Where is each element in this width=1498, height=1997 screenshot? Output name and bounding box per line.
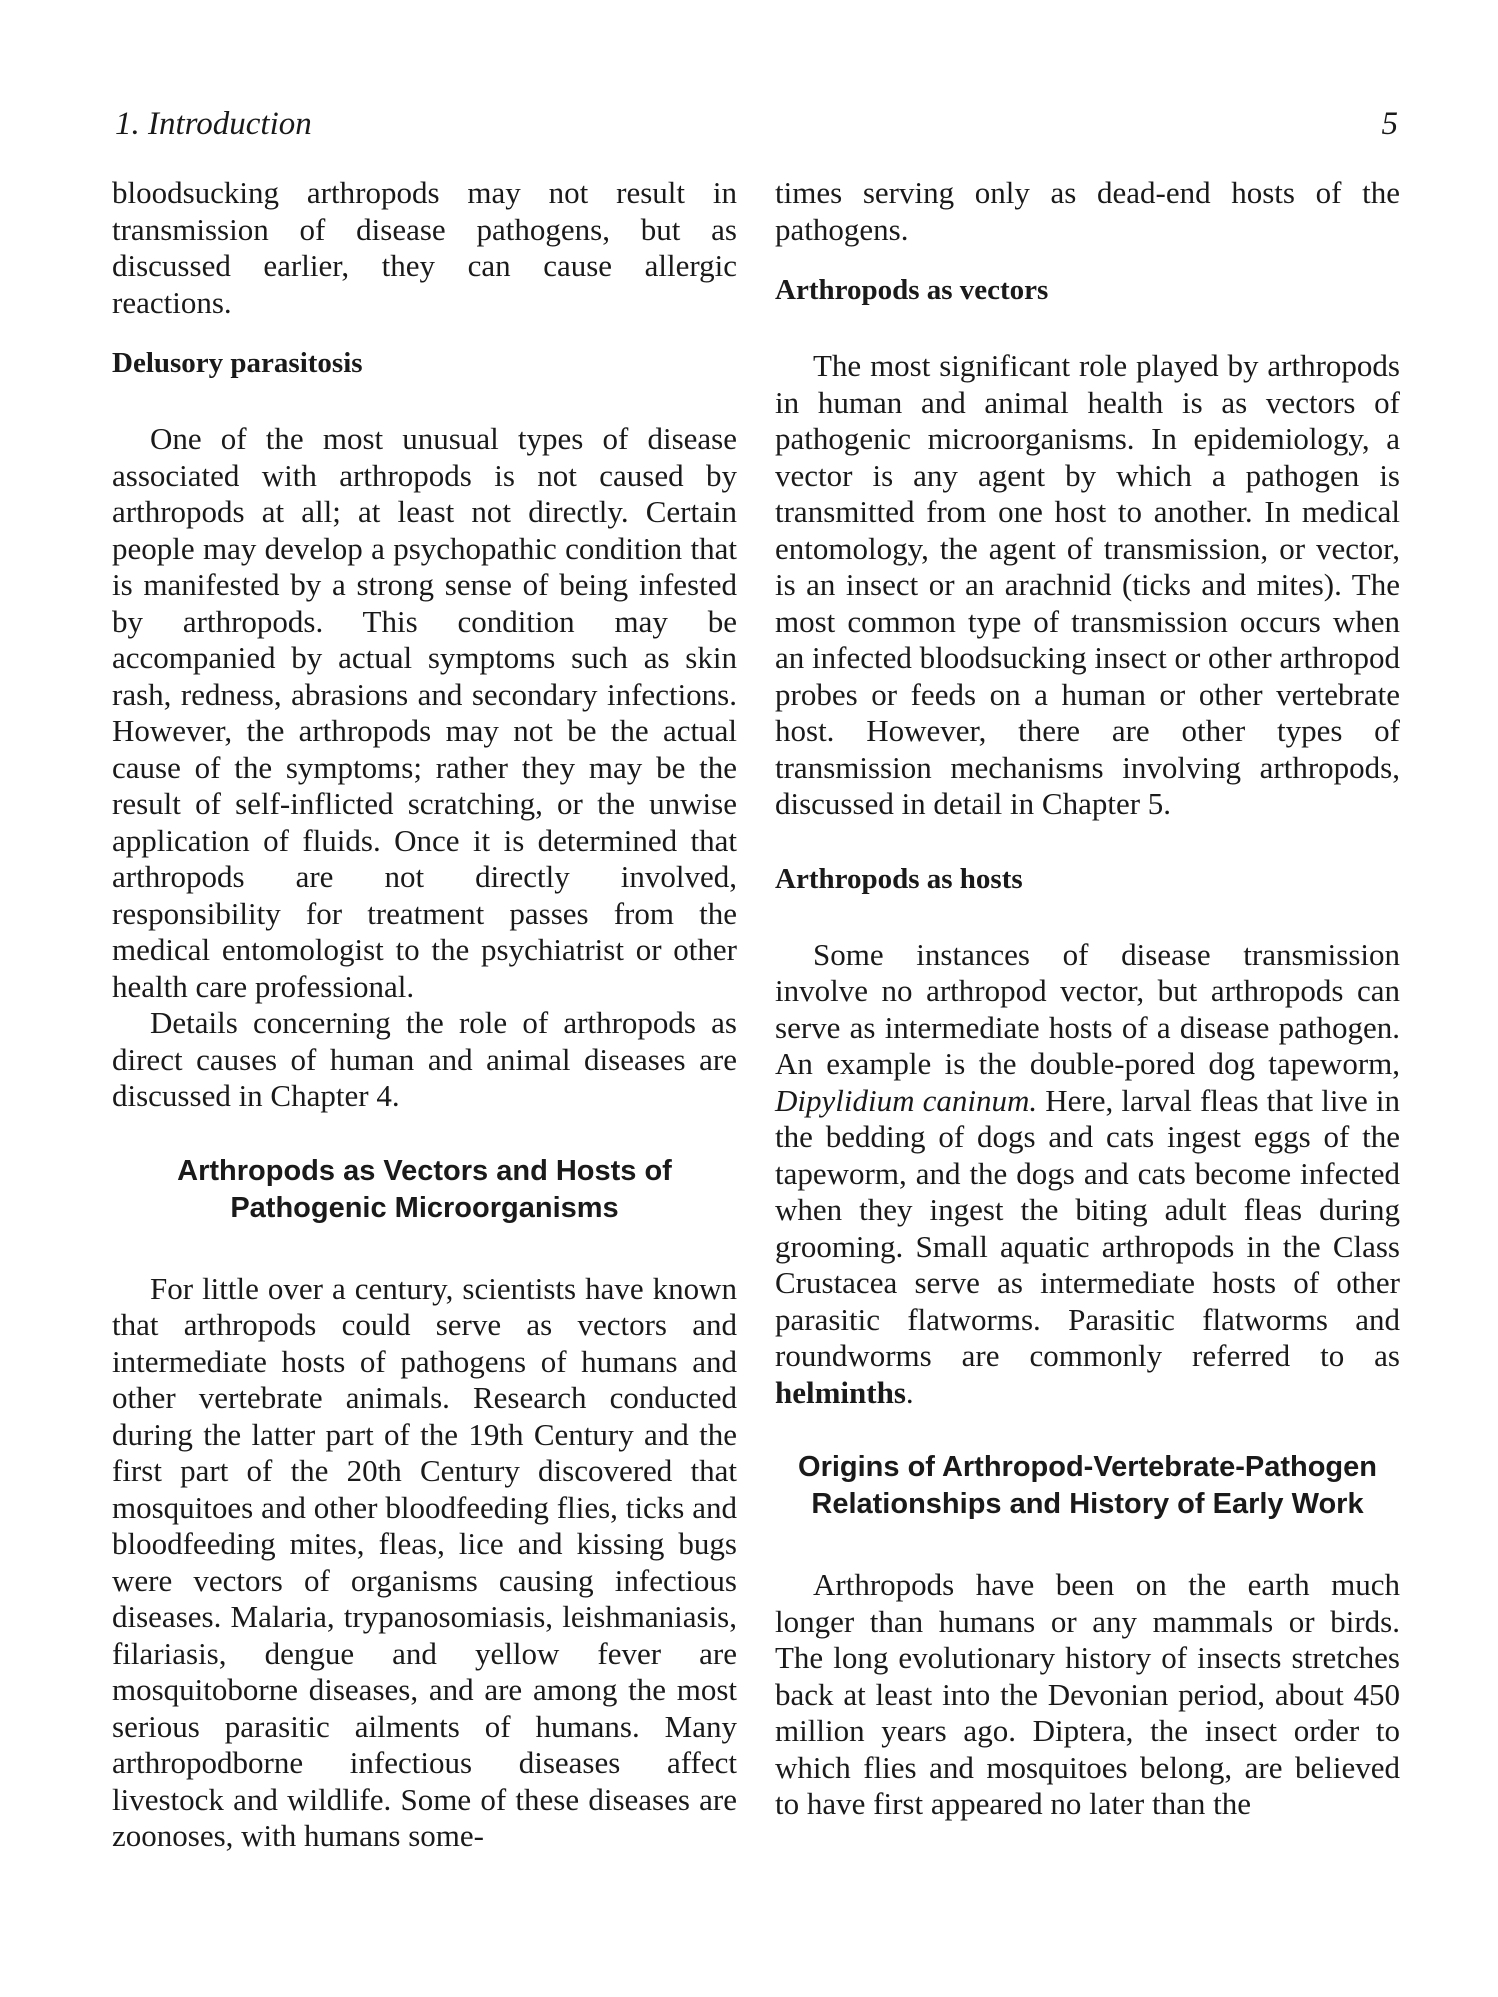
hosts-text-a: Some instances of disease transmission involve no arthropod vector, but arthropods can serve as intermediate hosts of a disease pathogen. An example is the double-pored dog tapeworm,: [775, 936, 1400, 1081]
paragraph-delusory-2: Details concerning the role of arthropods as direct causes of human and animal diseases are discussed in Chapter 4.: [112, 1005, 737, 1113]
heading-delusory-parasitosis: Delusory parasitosis: [112, 347, 363, 379]
running-head: [115, 104, 1398, 144]
heading-origins: Origins of Arthropod-Vertebrate-Pathogen Relationships and History of Early Work: [798, 1451, 1377, 1520]
paragraph-arthropods-as-vectors: The most significant role played by arthropods in human and animal health is as vectors of pathogenic microorganisms. In epidemiology, a vector is any agent by which a pathogen is transmitted from one host to another. In medical entomology, the agent of transmission, or vector, is an insect or an arachnid (ticks and mites). The most common type of transmission occurs when an infected bloodsucking insect or other arthropod probes or feeds on a human or other vertebrate host. However, there are other types of transmission mechanisms involving arthropods, discussed in detail in Chapter 5.: [775, 348, 1400, 821]
chapter-title: 1. Introduction: [115, 106, 312, 142]
heading-vectors-and-hosts: Arthropods as Vectors and Hosts of Pathogenic Microorganisms: [177, 1154, 672, 1224]
heading-arthropods-as-vectors: Arthropods as vectors: [775, 274, 1049, 306]
paragraph-vectors-and-hosts: For little over a century, scientists have known that arthropods could serve as vectors and intermediate hosts of pathogens of humans and other vertebrate animals. Research conducted during the latter part of the 19th Century and the first part of the 20th Century discovered that mosquitoes and other bloodfeeding flies, ticks and bloodfeeding mites, fleas, lice and kissing bugs were vectors of organisms causing infectious diseases. Malaria, trypanosomiasis, leishmaniasis, filariasis, dengue and yellow fever are mosquitoborne diseases, and are among the most serious parasitic ailments of humans. Many arthropodborne infectious diseases affect livestock and wildlife. Some of these diseases are zoonoses, with humans some-: [112, 1270, 737, 1853]
taxon-dipylidium-caninum: Dipylidium caninum.: [775, 1082, 1038, 1118]
paragraph-continuation: bloodsucking arthropods may not result in transmission of disease pathogens, but as discussed earlier, they can cause allergic reactions.: [112, 175, 737, 320]
paragraph-arthropods-as-hosts: [775, 937, 1400, 1412]
paragraph-delusory-1: One of the most unusual types of disease associated with arthropods is not caused by arthropods at all; at least not directly. Certain people may develop a psychopathic condition that is manifested by a strong sense of being infested by arthropods. This condition may be accompanied by actual symptoms such as skin rash, redness, abrasions and secondary infections. However, the arthropods may not be the actual cause of the symptoms; rather they may be the result of self-inflicted scratching, or the unwise application of fluids. Once it is determined that arthropods are not directly involved, responsibility for treatment passes from the medical entomologist to the psychiatrist or other health care professional.: [112, 421, 737, 1004]
hosts-text-c: .: [905, 1374, 914, 1410]
right-column: [775, 175, 1400, 1823]
left-column: [112, 175, 737, 1855]
hosts-text-b: Here, larval fleas that live in the bedding of dogs and cats ingest eggs of the tapeworm, and the dogs and cats become infected when they ingest the biting adult fleas during grooming. Small aquatic arthropods in the Class Crustacea serve as intermediate hosts of other parasitic flatworms. Parasitic flatworms and roundworms are commonly referred to as: [775, 1082, 1400, 1373]
paragraph-origins: Arthropods have been on the earth much longer than humans or any mammals or birds. The long evolutionary history of insects stretches back at least into the Devonian period, about 450 million years ago. Diptera, the insect order to which flies and mosquitoes belong, are believed to have first appeared no later than the: [775, 1567, 1400, 1821]
page-number: 5: [1381, 106, 1398, 142]
heading-arthropods-as-hosts: Arthropods as hosts: [775, 862, 1023, 895]
paragraph-continuation-right: times serving only as dead-end hosts of the pathogens.: [775, 175, 1400, 247]
term-helminths: helminths: [775, 1374, 906, 1410]
